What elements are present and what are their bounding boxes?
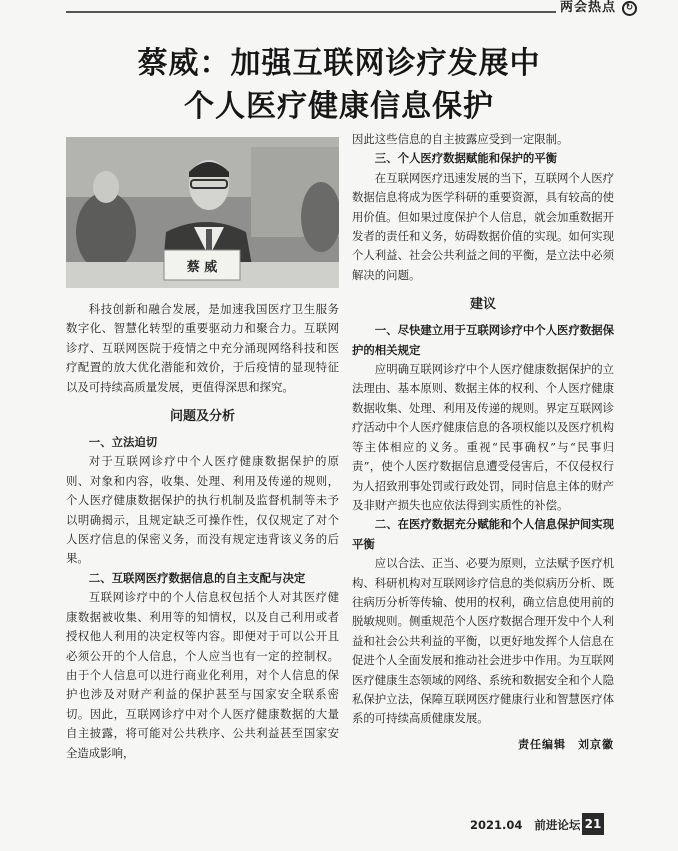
paragraph-1: 对于互联网诊疗中个人医疗健康数据保护的原则、对象和内容，收集、处理、利用及传递的规则，个人医疗健康数据保护的执行机制及监督机制等未予以明确揭示，且规定缺乏可操作性，仅仅规定了对个人医疗信息的保密义务，而没有规定违背该义务的后果。 — [66, 454, 339, 566]
subheading-1: 一、立法迫切 — [88, 435, 158, 450]
subheading-2: 二、互联网医疗数据信息的自主支配与决定 — [88, 570, 306, 585]
suggestion-heading-2: 二、在医疗数据充分赋能和个人信息保护间实现平衡 — [352, 517, 615, 551]
editor-credit: 责任编辑 刘京徽 — [518, 737, 614, 751]
subheading-3: 三、个人医疗数据赋能和保护的平衡 — [374, 151, 558, 166]
article-title-line2: 个人医疗健康信息保护 — [184, 89, 494, 124]
issue-number: 2021.04 — [470, 818, 523, 832]
article-photo — [66, 137, 339, 288]
magazine-name: 前进论坛 — [534, 818, 581, 832]
intro-paragraph: 科技创新和融合发展，是加速我国医疗卫生服务数字化、智慧化转型的重要驱动力和聚合力。互联网诊疗、互联网医院于疫情之中充分涌现网络科技和医疗配置的放大优化潜能和效价，于后疫情的显现特征以及可持续高质量发展，更值得深思和探究。 — [66, 302, 339, 394]
section-heading-suggestions: 建议 — [469, 297, 496, 313]
section-heading-problems: 问题及分析 — [169, 409, 235, 425]
footer — [470, 817, 580, 833]
left-column — [66, 300, 339, 763]
continuation-paragraph: 因此这些信息的自主披露应受到一定限制。 — [352, 132, 569, 146]
section-label: 两会热点 — [560, 0, 617, 15]
right-column — [352, 130, 614, 754]
suggestion-heading-1: 一、尽快建立用于互联网诊疗中个人医疗数据保护的相关规定 — [352, 323, 615, 357]
header-rule — [66, 11, 556, 13]
page-number: 21 — [582, 813, 604, 835]
circle-arrow-icon: ↻ — [622, 1, 637, 16]
article-title-line1: 蔡威：加强互联网诊疗发展中 — [137, 46, 541, 81]
paragraph-3: 在互联网医疗迅速发展的当下，互联网个人医疗数据信息将成为医学科研的重要资源，具有较高的使用价值。但如果过度保护个人信息，就会加重数据开发者的责任和义务，妨碍数据价值的实现。如何实现个人利益、社会公共利益之间的平衡，是立法中必须解决的问题。 — [352, 170, 615, 282]
paragraph-2: 互联网诊疗中的个人信息权包括个人对其医疗健康数据被收集、利用等的知情权，以及自己利用或者授权他人利用的决定权等内容。即便对于可以公开且必须公开的个人信息，个人应当也有一定的控制权。由于个人信息可以进行商业化利用，对个人信息的保护也涉及对财产利益的保护甚至与国家安全联系密切。因此，互联网诊疗中对个人医疗健康数据的大量自主披露，将可能对公共秩序、公共利益甚至国家安全造成影响， — [66, 590, 339, 760]
suggestion-paragraph-2: 应以合法、正当、必要为原则，立法赋予医疗机构、科研机构对互联网诊疗信息的类似病历分析、既往病历分析等传输、使用的权利，确立信息使用前的脱敏规则。侧重规范个人医疗数据合理开发中个人利益和社会公共利益的平衡，以更好地发挥个人信息在促进个人全面发展和推动社会进步中作用。为互联网医疗健康生态领域的网络、系统和数据安全和个人隐私保护立法，保障互联网医疗健康行业和智慧医疗体系的可持续高质健康发展。 — [352, 556, 615, 726]
nameplate-text: 蔡 威 — [186, 260, 218, 275]
suggestion-paragraph-1: 应明确互联网诊疗中个人医疗健康数据保护的立法理由、基本原则、数据主体的权利、个人医疗健康数据收集、处理、利用及传递的规则。界定互联网诊疗活动中个人医疗健康信息的各项权能以及医疗机构等主体相应的义务。重视“民事确权”与“民事归责”，使个人医疗数据信息遭受侵害后，不仅侵权行为人招致刑事处罚或行政处罚，同时信息主体的财产及非财产损失也应依法得到实质性的补偿。 — [352, 362, 615, 512]
